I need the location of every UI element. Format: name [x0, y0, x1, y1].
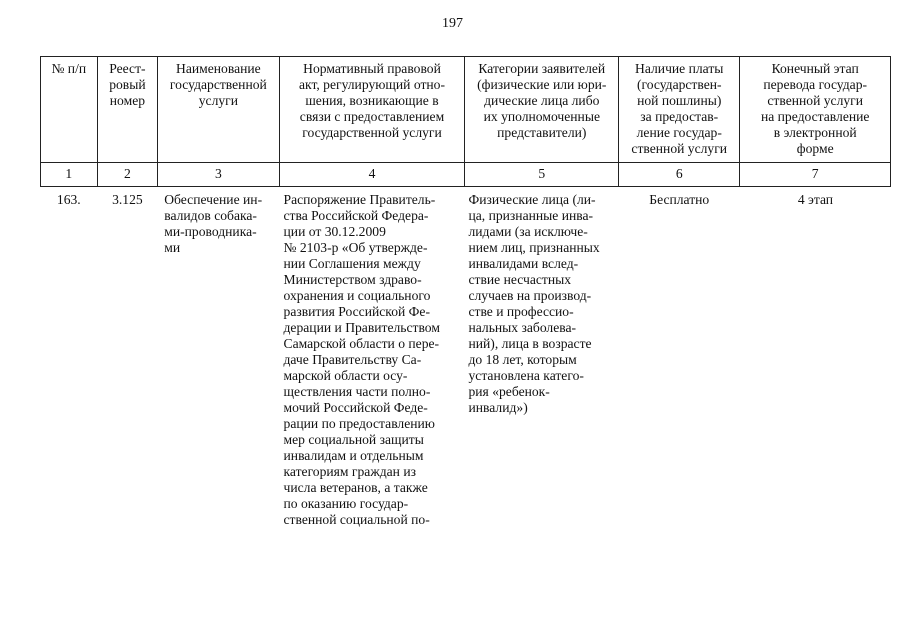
header-applicants: Категории заявителей (физические или юри- дические лица либо их уполномоченные представители) — [465, 57, 619, 163]
page-number: 197 — [442, 16, 463, 31]
row-registry-number: 3.125 — [112, 192, 143, 207]
header-service-name: Наименование государственной услуги — [158, 57, 279, 163]
column-number: 1 — [41, 163, 98, 187]
header-fee: Наличие платы (государствен- ной пошлины) за предостав- ление государ- ственной услуги — [619, 57, 740, 163]
table-row — [41, 187, 891, 529]
column-numbers-row — [41, 163, 891, 187]
header-legal-act: Нормативный правовой акт, регулирующий отно- шения, возникающие в связи с предоставлением государственной услуги — [279, 57, 465, 163]
column-number: 3 — [158, 163, 279, 187]
row-fee: Бесплатно — [649, 192, 710, 207]
table-header-row — [41, 57, 891, 163]
column-number: 6 — [619, 163, 740, 187]
header-number: № п/п — [41, 57, 98, 163]
header-final-stage: Конечный этап перевода государ- ственной услуги на предоставление в электронной форме — [740, 57, 891, 163]
row-applicants: Физические лица (ли- ца, признанные инва- лидами (за исключе- нием лиц, признанных инвалидами вслед- ствие несчастных случаев на производ- стве и профессио- нальных заболева- ний), лица в возрасте до 18 лет, которым установлена катего- рия «ребенок- инвалид») — [468, 192, 600, 415]
column-number: 7 — [740, 163, 891, 187]
row-number: 163. — [56, 192, 81, 207]
column-number: 5 — [465, 163, 619, 187]
row-legal-act: Распоряжение Правитель- ства Российской Федера- ции от 30.12.2009 № 2103-р «Об утвержде- нии Соглашения между Министерством здраво- охранения и социального развития Российской Фе- дерации и Правительством Самарской области о пере- даче Правительству Са- марской области осу- ществления части полно- мочий Российской Феде- рации по предоставлению мер социальной защиты инвалидам и отдельным категориям граждан из числа ветеранов, а также по оказанию государ- ственной социальной по- — [283, 192, 440, 527]
header-registry-number: Реест- ровый номер — [97, 57, 158, 163]
row-service-name: Обеспечение ин- валидов собака- ми-проводника- ми — [164, 192, 263, 255]
column-number: 2 — [97, 163, 158, 187]
column-number: 4 — [279, 163, 465, 187]
services-registry-table — [40, 56, 891, 528]
row-final-stage: 4 этап — [797, 192, 834, 207]
